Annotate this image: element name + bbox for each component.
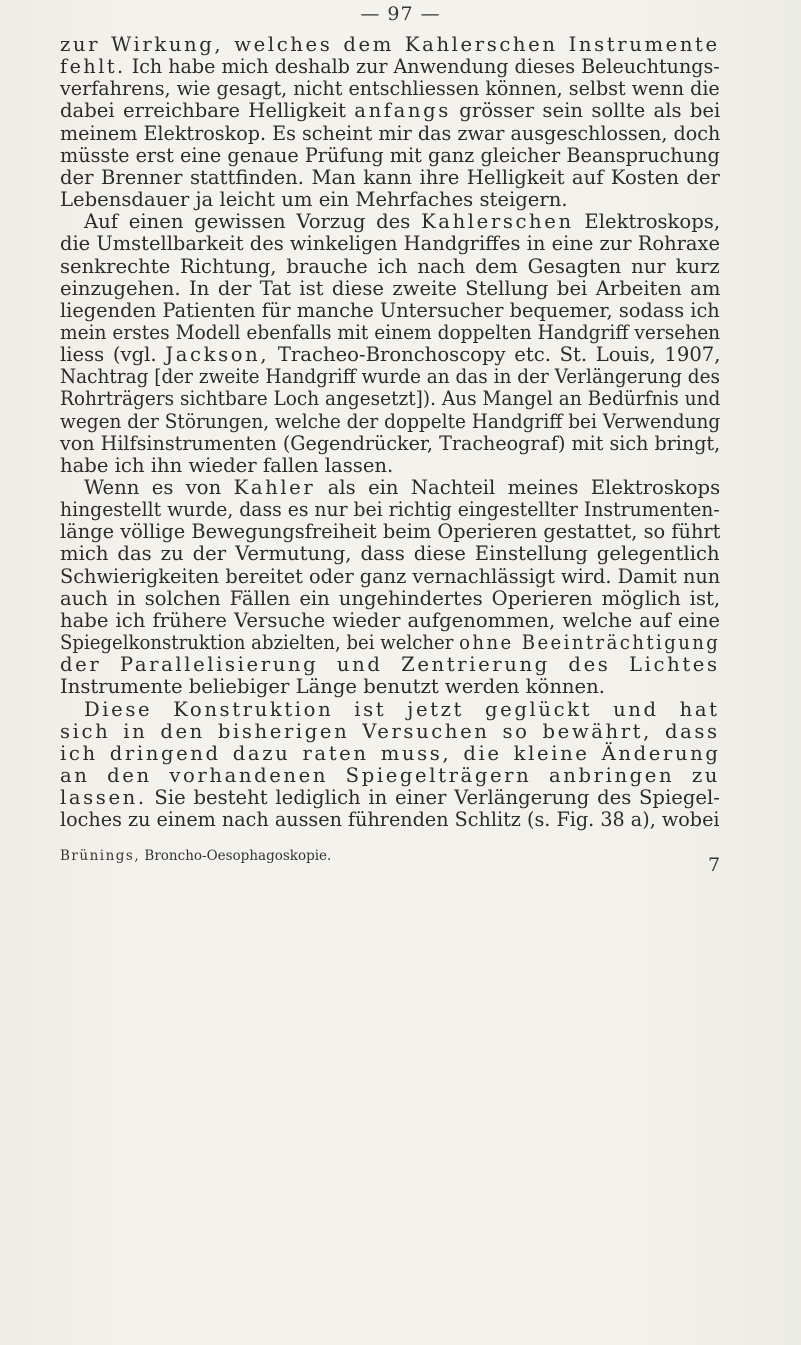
text-segment: loches zu einem nach aussen führenden Schlitz (s. Fig. 38 a), wobei bbox=[60, 808, 720, 832]
text-segment: Schwierigkeiten bereitet oder ganz vernachlässigt wird. Damit nun bbox=[60, 564, 721, 588]
text-segment: habe ich frühere Versuche wieder aufgenommen, welche auf eine bbox=[60, 608, 721, 632]
text-emphasis: anfangs bbox=[354, 99, 451, 123]
text-segment: mich das zu der Vermutung, dass diese Einstellung gelegentlich bbox=[60, 542, 720, 566]
text-segment: Nachtrag [der zweite Handgriff wurde an das in der Verlängerung des bbox=[60, 365, 720, 389]
text-segment: Tracheo-Bronchoscopy etc. St. Louis, 1907, bbox=[269, 343, 721, 367]
text-segment: Elektroskops, bbox=[573, 210, 721, 234]
text-segment: wegen der Störungen, welche der doppelte Handgriff bei Verwendung bbox=[60, 409, 721, 433]
signature-mark: 7 bbox=[708, 854, 721, 876]
text-segment: der Brenner stattfinden. Man kann ihre Helligkeit auf Kosten der bbox=[60, 165, 720, 189]
text-emphasis: Kahler bbox=[233, 476, 316, 499]
text-emphasis: lassen. bbox=[60, 786, 147, 810]
text-segment: von Hilfsinstrumenten (Gegendrücker, Tracheograf) mit sich bringt, bbox=[60, 431, 721, 455]
text-emphasis: zur Wirkung, welches dem Kahlerschen Instrumente bbox=[60, 33, 720, 56]
text-segment: habe ich ihn wieder fallen lassen. bbox=[60, 453, 394, 477]
text-segment: länge völlige Bewegungsfreiheit beim Operieren gestattet, so führt bbox=[60, 520, 721, 544]
text-line bbox=[60, 806, 720, 834]
text-emphasis: der Parallelisierung und Zentrierung des Lichtes bbox=[60, 653, 720, 677]
page-number: — 97 — bbox=[360, 3, 441, 25]
text-segment: Sie besteht lediglich in einer Verlängerung des Spiegel- bbox=[146, 786, 720, 810]
text-segment: meinem Elektroskop. Es scheint mir das zwar ausgeschlossen, doch bbox=[60, 121, 721, 145]
text-segment: senkrechte Richtung, brauche ich nach dem Gesagten nur kurz bbox=[60, 254, 720, 278]
text-segment: liess (vgl. bbox=[60, 343, 166, 367]
text-segment: einzugehen. In der Tat ist diese zweite Stellung bei Arbeiten am bbox=[60, 276, 721, 300]
text-segment: die Umstellbarkeit des winkeligen Handgriffes in eine zur Rohraxe bbox=[60, 232, 721, 256]
text-segment: fehlt. bbox=[60, 55, 126, 79]
text-segment: Spiegelkonstruktion abzielten, bei welcher bbox=[60, 631, 460, 655]
text-segment: müsste erst eine genaue Prüfung mit ganz gleicher Beanspruchung bbox=[60, 143, 720, 167]
text-segment: mein erstes Modell ebenfalls mit einem doppelten Handgriff versehen bbox=[60, 320, 721, 344]
text-segment: dabei erreichbare Helligkeit bbox=[60, 99, 355, 123]
text-segment: Ich habe mich deshalb zur Anwendung dieses Beleuchtungs- bbox=[125, 55, 720, 79]
text-segment: Lebensdauer ja leicht um ein Mehrfaches steigern. bbox=[60, 188, 568, 212]
text-emphasis: Diese Konstruktion ist jetzt geglückt und hat bbox=[84, 697, 720, 721]
text-emphasis: ich dringend dazu raten muss, die kleine Änderung bbox=[60, 741, 721, 765]
text-emphasis: Jackson, bbox=[165, 343, 270, 367]
text-emphasis: sich in den bisherigen Versuchen so bewährt, dass bbox=[60, 719, 720, 743]
text-emphasis: an den vorhandenen Spiegelträgern anbringen zu bbox=[60, 763, 720, 787]
footer-author: Brünings, bbox=[60, 848, 141, 864]
text-segment: Wenn es von bbox=[84, 476, 234, 499]
text-segment: grösser sein sollte als bei bbox=[450, 99, 721, 123]
text-segment: verfahrens, wie gesagt, nicht entschliessen können, selbst wenn die bbox=[60, 77, 720, 101]
text-segment: auch in solchen Fällen ein ungehindertes Operieren möglich ist, bbox=[60, 586, 721, 610]
text-segment: liegenden Patienten für manche Untersucher bequemer, sodass ich bbox=[60, 298, 720, 322]
text-segment: Instrumente beliebiger Länge benutzt werden können. bbox=[60, 675, 605, 699]
footer bbox=[60, 848, 721, 876]
text-emphasis: ohne Beeinträchtigung bbox=[459, 631, 721, 655]
footer-title: Broncho-Oesophagoskopie. bbox=[140, 848, 332, 864]
text-emphasis: Kahlerschen bbox=[421, 210, 574, 234]
text-segment: als ein Nachteil meines Elektroskops bbox=[315, 476, 721, 499]
text-segment: hingestellt wurde, dass es nur bei richtig eingestellter Instrumenten- bbox=[60, 498, 720, 522]
text-segment: Auf einen gewissen Vorzug des bbox=[84, 210, 422, 234]
text-segment: Rohrträgers sichtbare Loch angesetzt]). Aus Mangel an Bedürfnis und bbox=[60, 387, 721, 411]
